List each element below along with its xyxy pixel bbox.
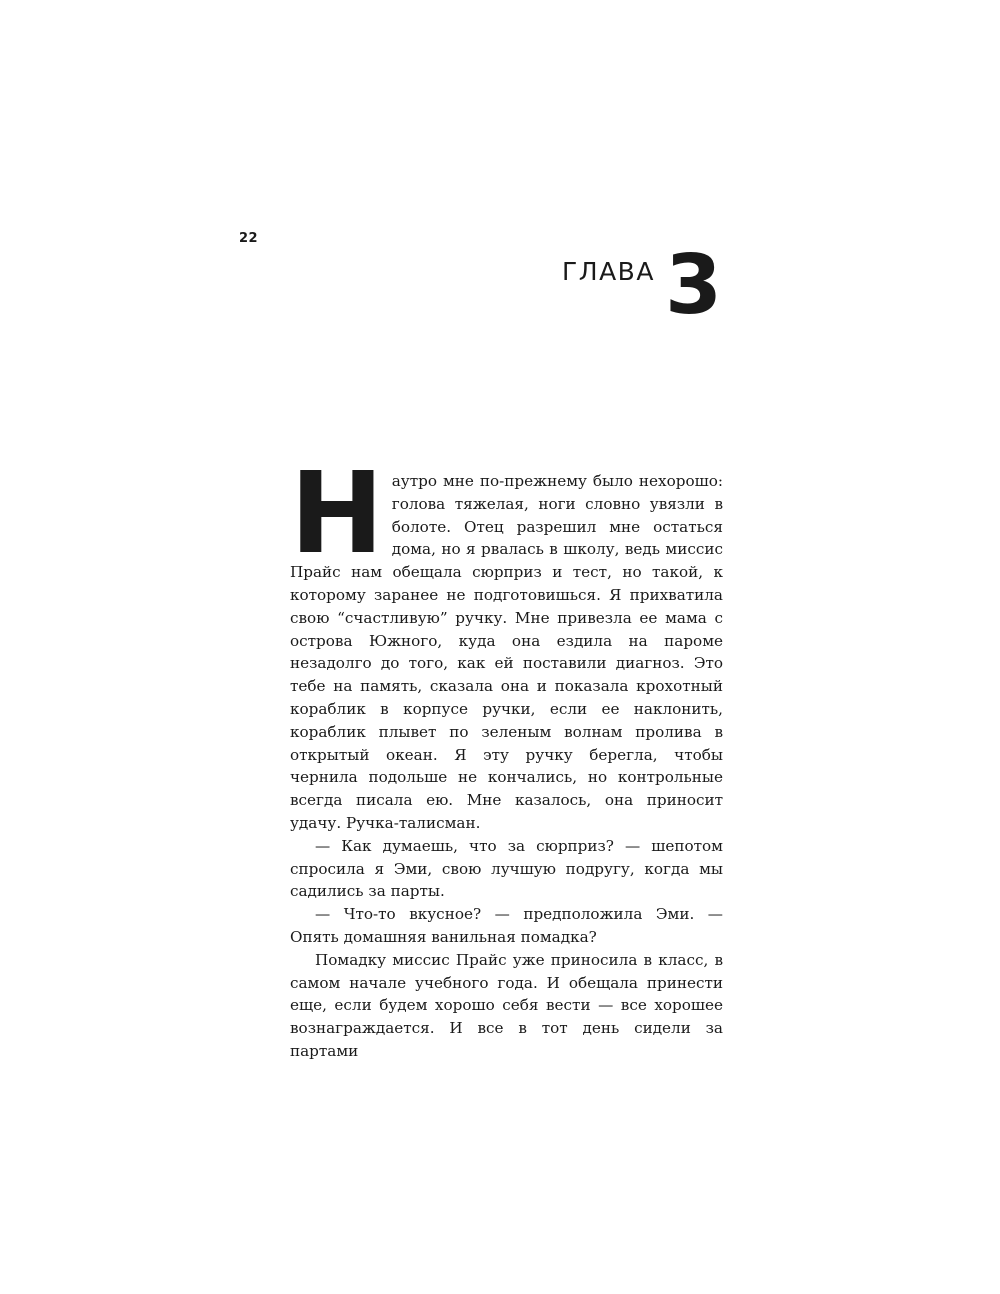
chapter-word: ГЛАВА xyxy=(562,257,655,287)
chapter-heading xyxy=(562,238,720,333)
paragraph-1 xyxy=(290,449,723,835)
chapter-number: 3 xyxy=(664,238,720,333)
paragraph-1-text: аутро мне по-прежнему было нехорошо: голова тяжелая, ноги словно увязли в болоте. Отец разрешил мне остаться дома, но я рвалась в школу, ведь миссис Прайс нам обещала сюрприз и тест, но такой, к которому заранее не подготовишься. Я прихватила свою “счастливую” ручку. Мне привезла ее мама с острова Южного, куда она ездила на пароме незадолго до того, как ей поставили диагноз. Это тебе на память, сказала она и показала крохотный кораблик в корпусе ручки, если ее наклонить, кораблик плывет по зеленым волнам пролива в открытый океан. Я эту ручку берегла, чтобы чернила подольше не кончались, но контрольные всегда писала ею. Мне казалось, она приносит удачу. Ручка-талисман. xyxy=(290,472,723,832)
paragraph-2: — Как думаешь, что за сюрприз? — шепотом спросила я Эми, свою лучшую подругу, когда мы садились за парты. xyxy=(290,836,723,901)
paragraph-3: — Что-то вкусное? — предположила Эми. — Опять домашняя ванильная помадка? xyxy=(290,905,723,946)
paragraph-4: Помадку миссис Прайс уже приносила в класс, в самом начале учебного года. И обещала принести еще, если будем хорошо себя вести — все хорошее вознаграждается. И все в тот день сидели за партами xyxy=(290,950,723,1060)
body-text xyxy=(290,449,723,1063)
drop-cap: Н xyxy=(290,449,382,579)
page-number: 22 xyxy=(239,231,259,246)
